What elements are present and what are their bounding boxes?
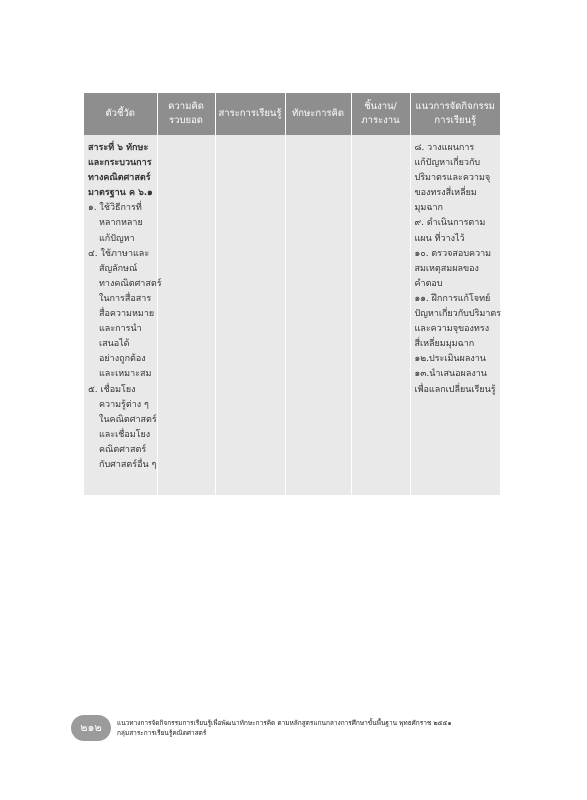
header-thinking-skill: ทักษะการคิด — [285, 93, 351, 135]
activity-line: ปริมาตรและความจุ — [414, 173, 491, 184]
indicator-line: ๑. ใช้วิธีการที่ — [88, 203, 142, 214]
activities-cell — [410, 135, 500, 495]
header-concept: ความคิด รวบยอด — [157, 93, 215, 135]
indicator-line: เสนอได้ — [99, 339, 130, 350]
header-activities: แนวการจัดกิจกรรม การเรียนรู้ — [410, 93, 500, 135]
strand-title: และกระบวนการ — [88, 158, 152, 169]
activity-line: และความจุของทรง — [414, 324, 490, 335]
indicator-line: ทางคณิตศาสตร์ — [99, 278, 162, 289]
indicator-line: ๔. ใช้ภาษาและ — [88, 248, 150, 259]
header-task: ชิ้นงาน/ ภาระงาน — [351, 93, 410, 135]
strand-title: ทางคณิตศาสตร์ — [88, 173, 151, 184]
header-content: สาระการเรียนรู้ — [215, 93, 285, 135]
indicator-line: ความรู้ต่าง ๆ — [99, 399, 149, 410]
strand-title: สาระที่ ๖ ทักษะ — [88, 143, 149, 153]
activity-line: สี่เหลี่ยมมุมฉาก — [414, 339, 475, 350]
indicator-line: สัญลักษณ์ — [99, 263, 138, 274]
page-footer — [117, 718, 452, 738]
standard-code: มาตรฐาน ค ๖.๑ — [88, 188, 153, 199]
activity-line: คำตอบ — [414, 278, 443, 289]
indicator-line: และเชื่อมโยง — [99, 429, 151, 440]
footer-subject: กลุ่มสาระการเรียนรู้คณิตศาสตร์ — [117, 729, 207, 737]
indicator-line: ในการสื่อสาร — [99, 293, 152, 304]
indicator-line: และการนำ — [99, 324, 142, 335]
activity-line: ๘. วางแผนการ — [414, 143, 475, 153]
concept-cell — [157, 135, 215, 495]
footer-book-title: แนวทางการจัดกิจกรรมการเรียนรู้เพื่อพัฒนาทักษะการคิด ตามหลักสูตรแกนกลางการศึกษาขั้นพื้นฐาน พุทธศักราช ๒๕๕๑ — [117, 719, 452, 727]
indicator-cell — [84, 135, 162, 495]
indicator-line: ในคณิตศาสตร์ — [99, 414, 157, 425]
activity-line: ๑๑. ฝึกการแก้โจทย์ — [414, 293, 491, 304]
activity-line: ๑๐. ตรวจสอบความ — [414, 248, 492, 259]
activity-line: ของทรงสี่เหลี่ยม — [414, 188, 477, 199]
thinking-skill-cell — [285, 135, 351, 495]
activity-line: มุมฉาก — [414, 203, 443, 214]
header-indicator: ตัวชี้วัด — [84, 93, 157, 135]
activity-line: เพื่อแลกเปลี่ยนเรียนรู้ — [414, 384, 496, 395]
indicator-line: และเหมาะสม — [99, 369, 152, 380]
activity-line: ๑๓.นำเสนอผลงาน — [414, 369, 487, 380]
indicator-line: กับศาสตร์อื่น ๆ — [99, 459, 157, 470]
activity-line: ๑๒.ประเมินผลงาน — [414, 354, 486, 365]
indicator-line: หลากหลาย — [99, 218, 143, 229]
content-cell — [215, 135, 285, 495]
indicator-line: ๕. เชื่อมโยง — [88, 384, 136, 395]
header-row — [84, 93, 500, 135]
table-row — [84, 135, 500, 495]
task-cell — [351, 135, 410, 495]
curriculum-table — [84, 93, 500, 495]
activity-line: ปัญหาเกี่ยวกับปริมาตร — [414, 309, 502, 320]
page-number-badge: ๒๑๒ — [71, 715, 111, 741]
indicator-line: คณิตศาสตร์ — [99, 444, 147, 455]
activity-line: ๙. ดำเนินการตาม — [414, 218, 486, 229]
indicator-line: สื่อความหมาย — [99, 309, 155, 320]
indicator-line: อย่างถูกต้อง — [99, 354, 146, 365]
activity-line: สมเหตุสมผลของ — [414, 263, 479, 274]
indicator-line: แก้ปัญหา — [99, 233, 135, 244]
activity-line: แก้ปัญหาเกี่ยวกับ — [414, 158, 481, 169]
activity-line: แผน ที่วางไว้ — [414, 233, 465, 244]
